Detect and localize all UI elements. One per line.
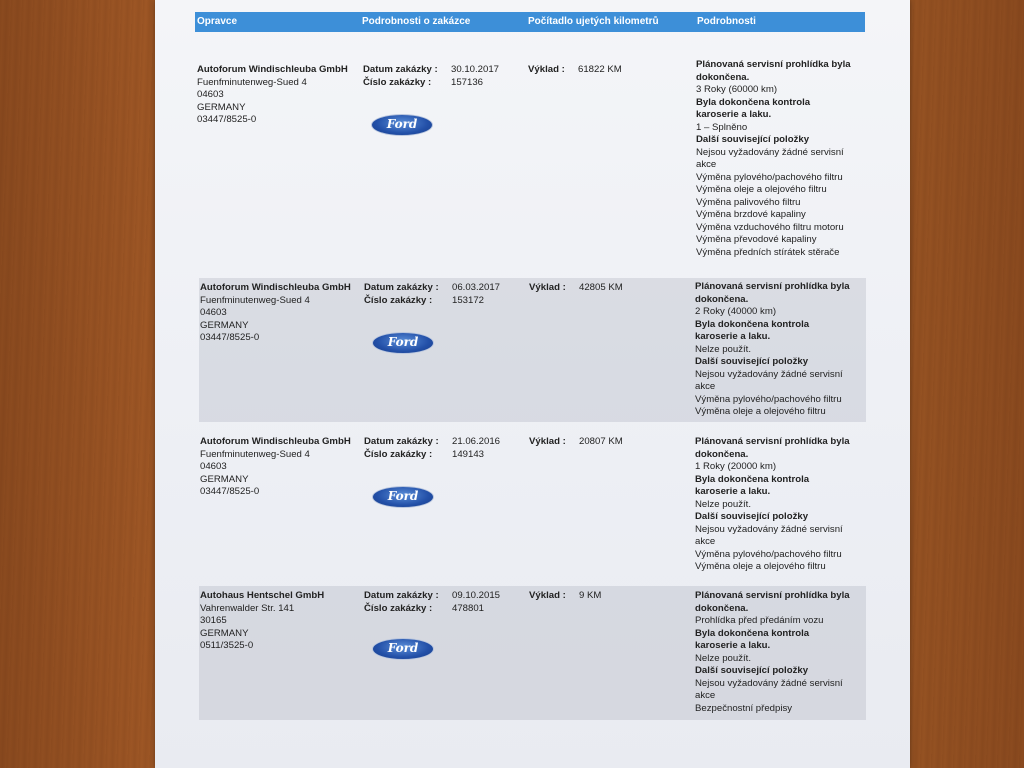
detail-line: dokončena. xyxy=(696,71,750,83)
detail-line: Plánovaná servisní prohlídka byla xyxy=(695,436,850,447)
detail-line: Další související položky xyxy=(695,511,809,522)
company-street: Vahrenwalder Str. 141 xyxy=(200,602,295,614)
company-zip: 30165 xyxy=(200,615,227,626)
detail-line: Výměna pylového/pachového filtru xyxy=(695,393,842,405)
detail-line: Byla dokončena kontrola xyxy=(695,473,810,485)
order-number-label: Číslo zakázky : xyxy=(363,76,432,88)
service-details xyxy=(695,590,850,715)
detail-line: Výměna pylového/pachového filtru xyxy=(695,548,842,560)
detail-line: Byla dokončena kontrola xyxy=(695,627,810,639)
odometer-label: Výklad : xyxy=(528,64,565,75)
detail-line: Plánovaná servisní prohlídka byla xyxy=(696,59,851,70)
service-record xyxy=(199,278,866,422)
company-name: Autoforum Windischleuba GmbH xyxy=(197,64,348,75)
company-phone: 03447/8525-0 xyxy=(200,486,260,497)
order-number: 153172 xyxy=(452,294,485,306)
detail-line: Další související položky xyxy=(696,134,810,145)
repairer-info xyxy=(200,590,324,653)
company-phone: 03447/8525-0 xyxy=(200,332,260,343)
service-details xyxy=(695,436,850,574)
order-info xyxy=(364,590,500,615)
detail-line: Výměna oleje a olejového filtru xyxy=(695,406,826,417)
detail-line: Výměna oleje a olejového filtru xyxy=(696,184,827,195)
order-info xyxy=(364,436,500,461)
order-number: 157136 xyxy=(451,76,484,88)
detail-line: Výměna předních stírátek stěrače xyxy=(696,246,840,258)
ford-logo-icon: Ford xyxy=(372,332,434,354)
detail-line: akce xyxy=(695,536,716,547)
detail-line: karoserie a laku. xyxy=(695,486,771,497)
company-street: Fuenfminutenweg-Sued 4 xyxy=(200,294,310,306)
order-date-label: Datum zakázky : xyxy=(363,64,438,75)
order-number-label: Číslo zakázky : xyxy=(364,294,433,306)
detail-line: Výměna pylového/pachového filtru xyxy=(696,171,843,183)
order-number: 149143 xyxy=(452,448,485,460)
detail-line: Výměna palivového filtru xyxy=(696,196,801,208)
company-name: Autoforum Windischleuba GmbH xyxy=(200,436,351,447)
detail-line: Nejsou vyžadovány žádné servisní xyxy=(695,368,843,380)
company-name: Autoforum Windischleuba GmbH xyxy=(200,282,351,293)
odometer xyxy=(528,64,622,77)
detail-line: dokončena. xyxy=(695,602,749,614)
order-number-label: Číslo zakázky : xyxy=(364,602,433,614)
ford-logo-icon: Ford xyxy=(371,114,433,136)
detail-line: Byla dokončena kontrola xyxy=(695,318,810,330)
odometer-value: 61822 KM xyxy=(578,64,622,75)
service-history-page xyxy=(155,0,910,768)
company-zip: 04603 xyxy=(200,307,227,318)
detail-line: karoserie a laku. xyxy=(696,109,772,120)
detail-line: Nelze použít. xyxy=(695,343,751,355)
header-details: Podrobnosti xyxy=(697,16,756,27)
detail-line: akce xyxy=(696,159,717,170)
detail-line: Byla dokončena kontrola xyxy=(696,96,811,108)
detail-line: 3 Roky (60000 km) xyxy=(696,84,778,95)
order-date-label: Datum zakázky : xyxy=(364,590,439,601)
service-record xyxy=(199,586,866,720)
detail-line: Výměna vzduchového filtru motoru xyxy=(696,221,844,233)
detail-line: Plánovaná servisní prohlídka byla xyxy=(695,281,850,292)
company-zip: 04603 xyxy=(200,461,227,472)
company-phone: 03447/8525-0 xyxy=(197,114,257,125)
detail-line: 2 Roky (40000 km) xyxy=(695,306,777,317)
company-street: Fuenfminutenweg-Sued 4 xyxy=(197,76,307,88)
odometer xyxy=(529,590,601,603)
order-date: 06.03.2017 xyxy=(452,282,501,293)
detail-line: Prohlídka před předáním vozu xyxy=(695,615,824,626)
detail-line: Výměna oleje a olejového filtru xyxy=(695,561,826,572)
detail-line: Výměna převodové kapaliny xyxy=(696,234,817,245)
company-name: Autohaus Hentschel GmbH xyxy=(200,590,325,601)
company-country: GERMANY xyxy=(200,627,249,639)
odometer-value: 42805 KM xyxy=(579,282,623,293)
odometer-value: 20807 KM xyxy=(579,436,623,447)
detail-line: Nelze použít. xyxy=(695,498,751,510)
odometer-label: Výklad : xyxy=(529,436,566,447)
order-date: 21.06.2016 xyxy=(452,436,501,447)
order-number-label: Číslo zakázky : xyxy=(364,448,433,460)
detail-line: Další související položky xyxy=(695,665,809,676)
detail-line: Nejsou vyžadovány žádné servisní xyxy=(695,523,843,535)
service-record xyxy=(199,432,866,580)
detail-line: 1 Roky (20000 km) xyxy=(695,461,777,472)
repairer-info xyxy=(197,64,348,127)
company-country: GERMANY xyxy=(197,101,246,113)
repairer-info xyxy=(200,436,351,499)
order-date-label: Datum zakázky : xyxy=(364,436,439,447)
header-repairer: Opravce xyxy=(197,16,238,27)
odometer-label: Výklad : xyxy=(529,590,566,601)
detail-line: Nelze použít. xyxy=(695,652,751,664)
detail-line: karoserie a laku. xyxy=(695,331,771,342)
detail-line: akce xyxy=(695,381,716,392)
service-details xyxy=(696,59,851,259)
odometer-value: 9 KM xyxy=(579,590,602,601)
ford-logo-icon: Ford xyxy=(372,638,434,660)
company-phone: 0511/3525-0 xyxy=(200,640,254,651)
company-country: GERMANY xyxy=(200,473,249,485)
service-record xyxy=(199,44,866,268)
detail-line: Plánovaná servisní prohlídka byla xyxy=(695,590,850,601)
service-details xyxy=(695,281,850,419)
detail-line: Nejsou vyžadovány žádné servisní xyxy=(695,677,843,689)
detail-line: Bezpečnostní předpisy xyxy=(695,702,793,714)
order-number: 478801 xyxy=(452,602,485,614)
detail-line: dokončena. xyxy=(695,448,749,460)
header-order-details: Podrobnosti o zakázce xyxy=(362,16,471,27)
order-date: 30.10.2017 xyxy=(451,64,500,75)
detail-line: karoserie a laku. xyxy=(695,640,771,651)
order-date-label: Datum zakázky : xyxy=(364,282,439,293)
detail-line: akce xyxy=(695,690,716,701)
order-info xyxy=(363,64,499,89)
detail-line: Nejsou vyžadovány žádné servisní xyxy=(696,146,844,158)
detail-line: 1 – Splněno xyxy=(696,121,748,133)
detail-line: dokončena. xyxy=(695,293,749,305)
company-zip: 04603 xyxy=(197,89,224,100)
table-header xyxy=(195,12,865,32)
odometer xyxy=(529,436,623,449)
detail-line: Výměna brzdové kapaliny xyxy=(696,209,806,220)
odometer-label: Výklad : xyxy=(529,282,566,293)
detail-line: Další související položky xyxy=(695,356,809,367)
order-date: 09.10.2015 xyxy=(452,590,501,601)
ford-logo-icon: Ford xyxy=(372,486,434,508)
odometer xyxy=(529,282,623,295)
company-country: GERMANY xyxy=(200,319,249,331)
company-street: Fuenfminutenweg-Sued 4 xyxy=(200,448,310,460)
repairer-info xyxy=(200,282,351,345)
header-odometer: Počítadlo ujetých kilometrů xyxy=(528,16,659,27)
order-info xyxy=(364,282,500,307)
